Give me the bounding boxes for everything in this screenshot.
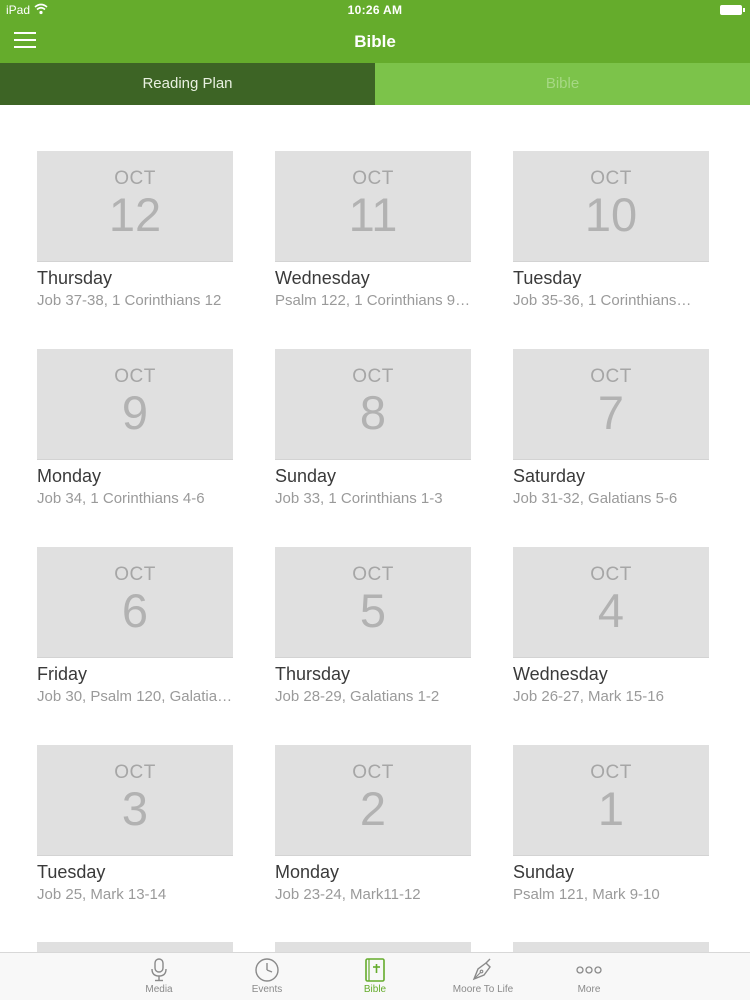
date-day: 11	[348, 188, 398, 241]
date-day: 6	[121, 584, 149, 637]
date-tile	[275, 745, 471, 856]
reading-passage: Job 37-38, 1 Corinthians 12	[37, 292, 222, 309]
reading-passage: Job 26-27, Mark 15-16	[513, 688, 664, 705]
status-time: 10:26 AM	[347, 3, 403, 17]
date-month: OCT	[590, 564, 632, 585]
reading-card[interactable]	[513, 151, 709, 309]
bible-icon	[363, 957, 387, 983]
page-title: Bible	[354, 32, 396, 51]
date-day: 4	[597, 584, 625, 637]
reading-weekday: Wednesday	[513, 664, 608, 684]
reading-passage: Job 33, 1 Corinthians 1-3	[275, 490, 443, 507]
date-month: OCT	[590, 366, 632, 387]
date-day: 7	[597, 386, 625, 439]
reading-passage: Job 28-29, Galatians 1-2	[275, 688, 440, 705]
date-month: OCT	[114, 366, 156, 387]
reading-weekday: Sunday	[513, 862, 575, 882]
reading-card[interactable]	[513, 745, 709, 903]
clock-icon	[254, 957, 280, 983]
reading-card[interactable]	[37, 349, 233, 507]
date-tile	[275, 547, 471, 658]
reading-weekday: Monday	[37, 466, 102, 486]
date-tile	[37, 547, 233, 658]
reading-passage: Psalm 121, Mark 9-10	[513, 886, 660, 903]
date-month: OCT	[352, 564, 394, 585]
date-day: 12	[108, 188, 162, 241]
microphone-icon	[147, 957, 171, 983]
reading-passage: Job 35-36, 1 Corinthians…	[513, 292, 692, 309]
reading-card-partial[interactable]	[37, 942, 233, 952]
reading-weekday: Wednesday	[275, 268, 370, 288]
reading-weekday: Thursday	[37, 268, 113, 288]
tab-moore-to-life-label: Moore To Life	[452, 984, 514, 995]
date-tile	[513, 547, 709, 658]
bottom-tab-bar	[0, 952, 750, 1000]
date-month: OCT	[590, 762, 632, 783]
date-day: 8	[359, 386, 387, 439]
reading-card[interactable]	[513, 547, 709, 705]
reading-weekday: Sunday	[275, 466, 337, 486]
reading-weekday: Friday	[37, 664, 88, 684]
date-day: 2	[359, 782, 387, 835]
segment-tabs	[0, 63, 750, 105]
more-dots-icon	[574, 957, 604, 983]
date-month: OCT	[352, 168, 394, 189]
tab-events[interactable]	[213, 953, 321, 1000]
date-day: 10	[584, 188, 638, 241]
reading-passage: Job 31-32, Galatians 5-6	[513, 490, 678, 507]
reading-card[interactable]	[275, 745, 471, 903]
reading-passage: Job 30, Psalm 120, Galatia…	[37, 688, 233, 705]
tab-media-label: Media	[145, 984, 173, 995]
tab-moore-to-life[interactable]	[429, 953, 537, 1000]
reading-weekday: Saturday	[513, 466, 586, 486]
reading-card[interactable]	[513, 349, 709, 507]
tab-bible-bottom[interactable]	[321, 953, 429, 1000]
date-tile	[275, 349, 471, 460]
date-tile	[513, 745, 709, 856]
tab-more[interactable]	[535, 953, 643, 1000]
reading-card[interactable]	[275, 151, 471, 309]
reading-weekday: Tuesday	[37, 862, 106, 882]
date-day: 5	[359, 584, 387, 637]
reading-card[interactable]	[275, 547, 471, 705]
battery-icon	[720, 5, 742, 15]
reading-card-partial[interactable]	[275, 942, 471, 952]
reading-card[interactable]	[37, 547, 233, 705]
date-day: 3	[121, 782, 149, 835]
date-tile	[513, 349, 709, 460]
date-month: OCT	[114, 168, 156, 189]
date-tile	[513, 151, 709, 262]
reading-card[interactable]	[37, 745, 233, 903]
reading-card[interactable]	[37, 151, 233, 309]
pen-nib-icon	[470, 957, 496, 983]
tab-more-label: More	[577, 984, 601, 995]
date-month: OCT	[114, 564, 156, 585]
tab-media[interactable]	[105, 953, 213, 1000]
reading-weekday: Tuesday	[513, 268, 582, 288]
tab-bible[interactable]: Bible	[375, 63, 750, 105]
date-month: OCT	[590, 168, 632, 189]
device-name: iPad	[6, 3, 31, 17]
reading-card[interactable]	[275, 349, 471, 507]
tab-events-label: Events	[251, 984, 283, 995]
date-tile	[37, 745, 233, 856]
reading-passage: Job 34, 1 Corinthians 4-6	[37, 490, 205, 507]
nav-bar	[0, 22, 750, 63]
date-day: 1	[597, 782, 625, 835]
status-bar	[0, 0, 750, 22]
date-month: OCT	[352, 762, 394, 783]
reading-weekday: Thursday	[275, 664, 351, 684]
reading-passage: Psalm 122, 1 Corinthians 9…	[275, 292, 471, 309]
reading-weekday: Monday	[275, 862, 340, 882]
date-month: OCT	[352, 366, 394, 387]
reading-card-partial[interactable]	[513, 942, 709, 952]
date-tile	[275, 151, 471, 262]
date-month: OCT	[114, 762, 156, 783]
reading-passage: Job 25, Mark 13-14	[37, 886, 167, 903]
date-tile	[37, 151, 233, 262]
tab-bible-bottom-label: Bible	[363, 984, 387, 995]
tab-reading-plan[interactable]: Reading Plan	[0, 63, 375, 105]
reading-passage: Job 23-24, Mark11-12	[275, 886, 421, 903]
date-day: 9	[121, 386, 149, 439]
date-tile	[37, 349, 233, 460]
reading-plan-grid	[0, 105, 750, 952]
